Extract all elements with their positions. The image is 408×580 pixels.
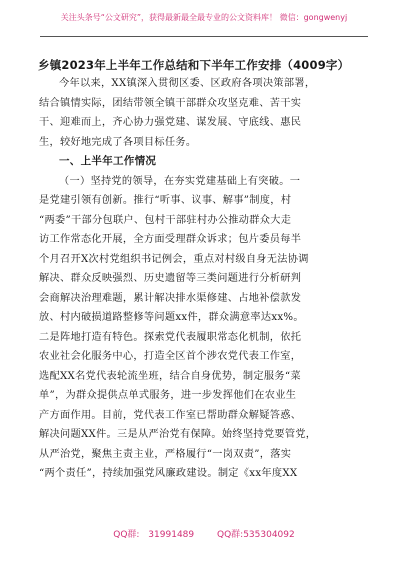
body-line: 生，较好地完成了各项目标任务。 (39, 136, 197, 148)
body-line: 干、迎难而上，齐心协力强党建、谋发展、守底线、惠民 (39, 117, 302, 128)
body-line: 今年以来，XX镇深入贯彻区委、区政府各项决策部署， (59, 78, 316, 89)
body-line: 选配XX名党代表轮流坐班，结合自身优势，制定服务“菜 (39, 370, 301, 382)
header-banner: 关注头条号“公文研究”，获得最新最全最专业的公文资料库！ 微信：gongwenyj (60, 13, 348, 22)
body-line: 解决问题XX件。三是从严治党有保障。始终坚持党要管党， (39, 429, 317, 440)
body-line: 放、村内破损道路整修等问题xx件，群众满意率达xx%。 (39, 312, 304, 323)
body-line: 结合镇情实际，团结带领全镇干部群众攻坚克难、苦干实 (39, 97, 302, 109)
body-line: 是党建引领有创新。推行“听事、议事、解事”制度，村 (39, 195, 292, 206)
body-line: （一）坚持党的领导，在夯实党建基础上有突破。一 (59, 175, 301, 187)
document-body (39, 74, 370, 484)
body-line: 产方面作用。目前，党代表工作室已帮助群众解疑答惑、 (39, 409, 302, 421)
document-title: 乡镇2023年上半年工作总结和下半年工作安排（4009字） (38, 58, 350, 72)
footer-contacts (0, 527, 408, 540)
section-heading: 一、上半年工作情况 (59, 155, 157, 167)
body-line: 个月召开X次村党组织书记例会，重点对村级自身无法协调 (39, 253, 309, 265)
body-line: 解决、群众反映强烈、历史遗留等三类问题进行分析研判 (39, 273, 302, 284)
body-line: 单”，为群众提供点单式服务，进一步发挥他们在农业生 (39, 390, 297, 401)
footer-qq-group-2: QQ群:535304092 (217, 530, 295, 540)
header-divider (40, 36, 368, 37)
footer-qq-group-1: QQ群: 31991489 (113, 530, 195, 540)
body-line: 访工作常态化开展，全方面受理群众诉求；包片委员每半 (39, 234, 302, 245)
body-line: “两个责任”，持续加强党风廉政建设。制定《xx年度XX (39, 468, 298, 479)
body-line: 从严治党，聚焦主责主业，严格履行“一岗双责”，落实 (39, 448, 292, 460)
body-line: “两委”干部分包联户、包村干部驻村办公推动群众大走 (39, 214, 292, 226)
body-line: 二是阵地打造有特色。探索党代表履职常态化机制，依托 (39, 331, 302, 343)
body-line: 农业社会化服务中心，打造全区首个涉农党代表工作室， (39, 351, 302, 362)
body-line: 会商解决治理难题，累计解决排水渠修建、占地补偿款发 (39, 292, 302, 304)
